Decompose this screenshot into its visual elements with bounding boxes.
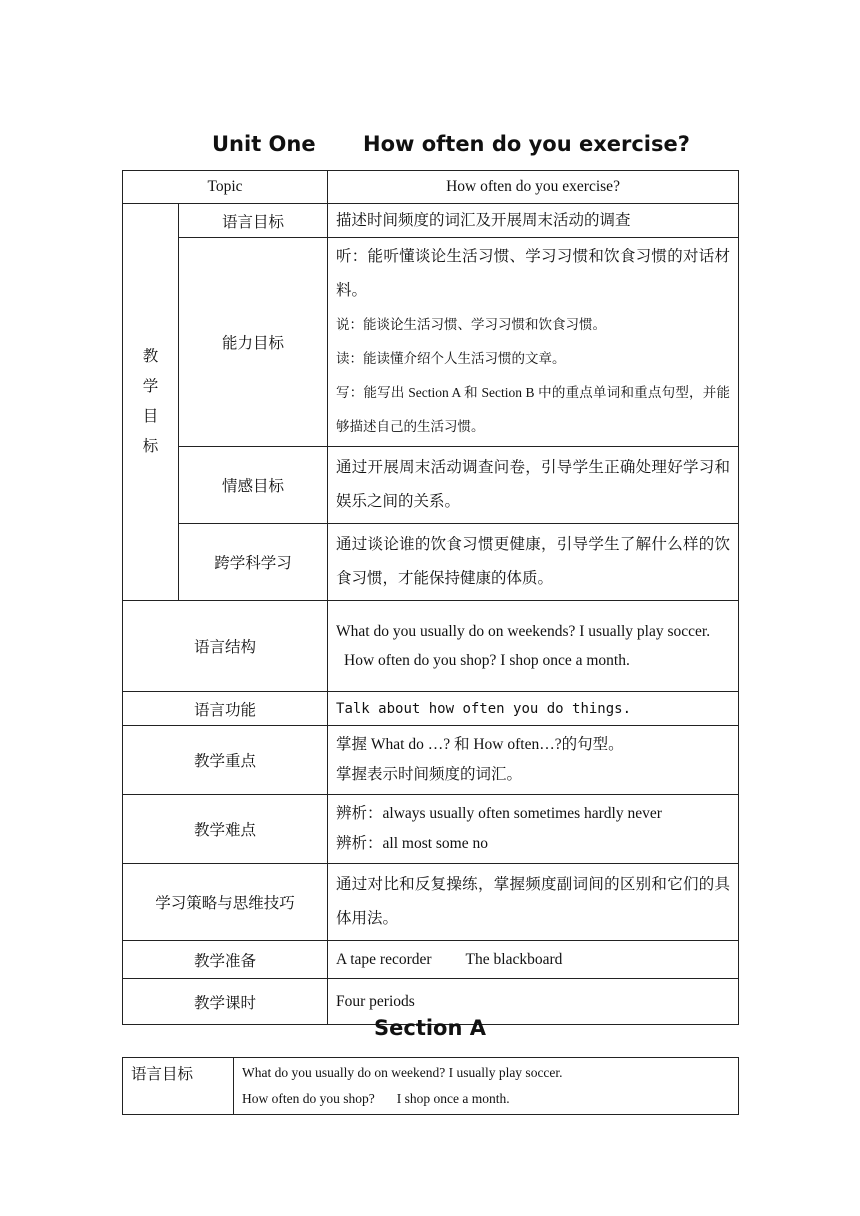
difficulty-1: 辨析：always usually often sometimes hardly never <box>336 805 662 822</box>
preparation-item-2: The blackboard <box>465 950 563 968</box>
difficulties-label: 教学难点 <box>123 795 328 864</box>
table-row <box>123 692 739 726</box>
difficulty-2: 辨析：all most some no <box>336 835 488 852</box>
language-goal-text: 描述时间频度的词汇及开展周末活动的调查 <box>328 204 739 238</box>
ability-speak: 说：能谈论生活习惯、学习习惯和饮食习惯。 <box>336 317 607 332</box>
unit-question: How often do you exercise? <box>363 132 690 156</box>
structure-line-2: How often do you shop? I shop once a month. <box>344 652 630 669</box>
strategy-text: 通过对比和反复操练，掌握频度副词间的区别和它们的具体用法。 <box>328 864 739 941</box>
key-point-1: 掌握 What do …? 和 How often…?的句型。 <box>336 736 624 753</box>
structure-cell <box>328 601 739 692</box>
ability-write: 写：能写出 Section A 和 Section B 中的重点单词和重点句型，并能够描述自己的生活习惯。 <box>336 385 731 434</box>
cross-subject-text: 通过谈论谁的饮食习惯更健康，引导学生了解什么样的饮食习惯，才能保持健康的体质。 <box>328 524 739 601</box>
table-row <box>123 524 739 601</box>
unit-title: Unit One <box>212 132 316 156</box>
preparation-label: 教学准备 <box>123 941 328 979</box>
periods-text: Four periods <box>328 979 739 1025</box>
table-row <box>123 941 739 979</box>
preparation-item-1: A tape recorder <box>336 950 432 968</box>
section-a-goal-label: 语言目标 <box>123 1058 234 1115</box>
table-row <box>123 171 739 204</box>
ability-goal-label: 能力目标 <box>179 238 328 447</box>
key-points-cell <box>328 726 739 795</box>
table-row <box>123 204 739 238</box>
ability-listen: 听：能听懂谈论生活习惯、学习习惯和饮食习惯的对话材料。 <box>336 248 731 299</box>
key-points-label: 教学重点 <box>123 726 328 795</box>
topic-value: How often do you exercise? <box>328 171 739 204</box>
section-a-table <box>122 1057 739 1115</box>
table-row <box>123 447 739 524</box>
table-row <box>123 864 739 941</box>
table-row <box>123 726 739 795</box>
strategy-label: 学习策略与思维技巧 <box>123 864 328 941</box>
language-goal-label: 语言目标 <box>179 204 328 238</box>
emotion-goal-text: 通过开展周末活动调查问卷，引导学生正确处理好学习和娱乐之间的关系。 <box>328 447 739 524</box>
table-row <box>123 601 739 692</box>
structure-label: 语言结构 <box>123 601 328 692</box>
ability-goal-cell <box>328 238 739 447</box>
key-point-2: 掌握表示时间频度的词汇。 <box>336 766 523 783</box>
section-a-line-2: How often do you shop? I shop once a month. <box>242 1091 510 1106</box>
emotion-goal-label: 情感目标 <box>179 447 328 524</box>
section-a-heading: Section A <box>374 1016 486 1040</box>
function-text: Talk about how often you do things. <box>328 692 739 726</box>
periods-label: 教学课时 <box>123 979 328 1025</box>
difficulties-cell <box>328 795 739 864</box>
teaching-goals-label: 教 学 目 标 <box>123 204 179 601</box>
lesson-plan-table <box>122 170 739 1025</box>
preparation-cell <box>328 941 739 979</box>
section-a-line-1: What do you usually do on weekend? I usually play soccer. <box>242 1065 563 1080</box>
cross-subject-label: 跨学科学习 <box>179 524 328 601</box>
topic-label: Topic <box>123 171 328 204</box>
function-label: 语言功能 <box>123 692 328 726</box>
section-a-goal-cell <box>234 1058 739 1115</box>
document-title <box>0 128 860 162</box>
table-row <box>123 795 739 864</box>
structure-line-1: What do you usually do on weekends? I usually play soccer. <box>336 623 711 640</box>
table-row <box>123 1058 739 1115</box>
table-row <box>123 238 739 447</box>
ability-read: 读：能读懂介绍个人生活习惯的文章。 <box>336 351 566 366</box>
